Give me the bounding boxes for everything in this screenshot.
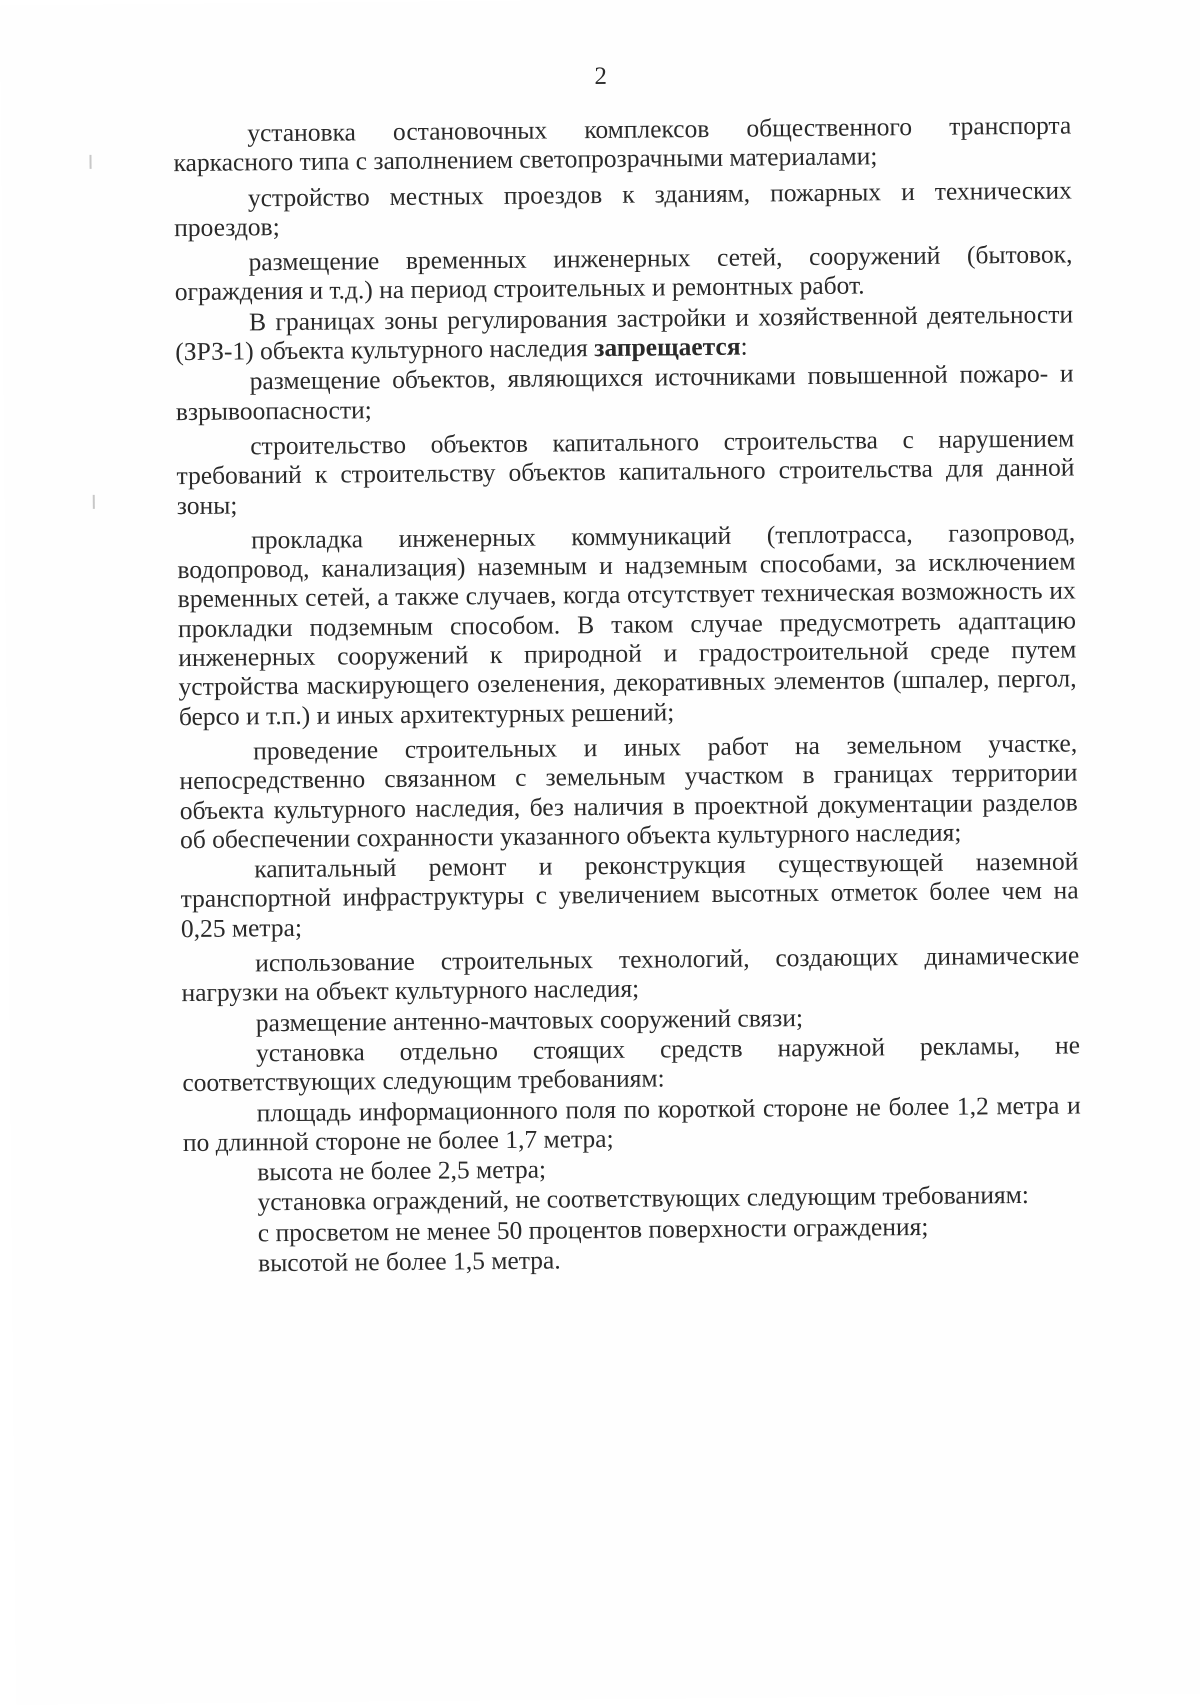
scan-margin-mark <box>93 495 95 509</box>
paragraph-local-driveways: устройство местных проездов к зданиям, пожарных и технических проездов; <box>174 175 1072 242</box>
document-body <box>173 110 1082 1279</box>
paragraph-transport-infrastructure: капитальный ремонт и реконструкция существующей наземной транспортной инфраструктуры с увеличением высотных отметок более чем на 0,25 метра; <box>180 846 1079 943</box>
paragraph-fence-gaps: с просветом не менее 50 процентов поверхности ограждения; <box>257 1211 929 1248</box>
paragraph-outdoor-advertising: установка отдельно стоящих средств наружной рекламы, не соответствующих следующим требованиям: <box>182 1030 1081 1098</box>
paragraph-fire-hazard-objects: размещение объектов, являющихся источниками повышенной пожаро- и взрывоопасности; <box>175 358 1074 426</box>
zone-heading-lead: В границах зоны регулирования застройки и хозяйственной деятельности (ЗРЗ-1) объекта культурного наследия <box>175 299 1074 367</box>
paragraph-land-plot-works: проведение строительных и иных работ на земельном участке, непосредственно связанном с земельным участком в границах территории объекта культурного наследия, без наличия в проектной документации разделов об обеспечении сохранности указанного объекта культурного наследия; <box>179 728 1078 854</box>
zone-heading-emphasis: запрещается <box>594 331 741 363</box>
paragraph-bus-stops: установка остановочных комплексов общественного транспорта каркасного типа с заполнением светопрозрачными материалами; <box>173 110 1072 178</box>
paragraph-max-height: высота не более 2,5 метра; <box>257 1154 547 1187</box>
paragraph-fences: установка ограждений, не соответствующих следующим требованиям: <box>257 1180 1030 1217</box>
paragraph-capital-construction: строительство объектов капитального строительства с нарушением требований к строительству объектов капитального строительства для данной зоны; <box>176 423 1075 520</box>
paragraph-antenna-masts: размещение антенно-мачтовых сооружений связи; <box>255 1002 804 1037</box>
paragraph-fence-height: высотой не более 1,5 метра. <box>257 1245 561 1278</box>
page-number: 2 <box>594 62 608 91</box>
paragraph-utility-lines: прокладка инженерных коммуникаций (теплотрасса, газопровод, водопровод, канализация) наземным и надземным способами, за исключением временных сетей, а также случаев, когда отсутствует техническая возможность их прокладки подземным способом. В таком случае предусмотреть адаптацию инженерных сооружений к природной и градостроительной среде путем устройства маскирующего озеленения, декоративных элементов (шпалер, пергол, берсо и т.п.) и иных архитектурных решений; <box>177 517 1077 731</box>
paragraph-info-field-size: площадь информационного поля по короткой стороне не более 1,2 метра и по длинной стороне не более 1,7 метра; <box>182 1089 1081 1157</box>
paragraph-zone-prohibitions-heading <box>175 299 1074 366</box>
scan-margin-mark <box>89 155 91 169</box>
paragraph-dynamic-loads: использование строительных технологий, создающих динамические нагрузки на объект культурного наследия; <box>181 940 1080 1008</box>
paragraph-temporary-networks: размещение временных инженерных сетей, сооружений (бытовок, ограждения и т.д.) на период строительных и ремонтных работ. <box>174 239 1073 307</box>
zone-heading-tail: : <box>740 331 748 361</box>
